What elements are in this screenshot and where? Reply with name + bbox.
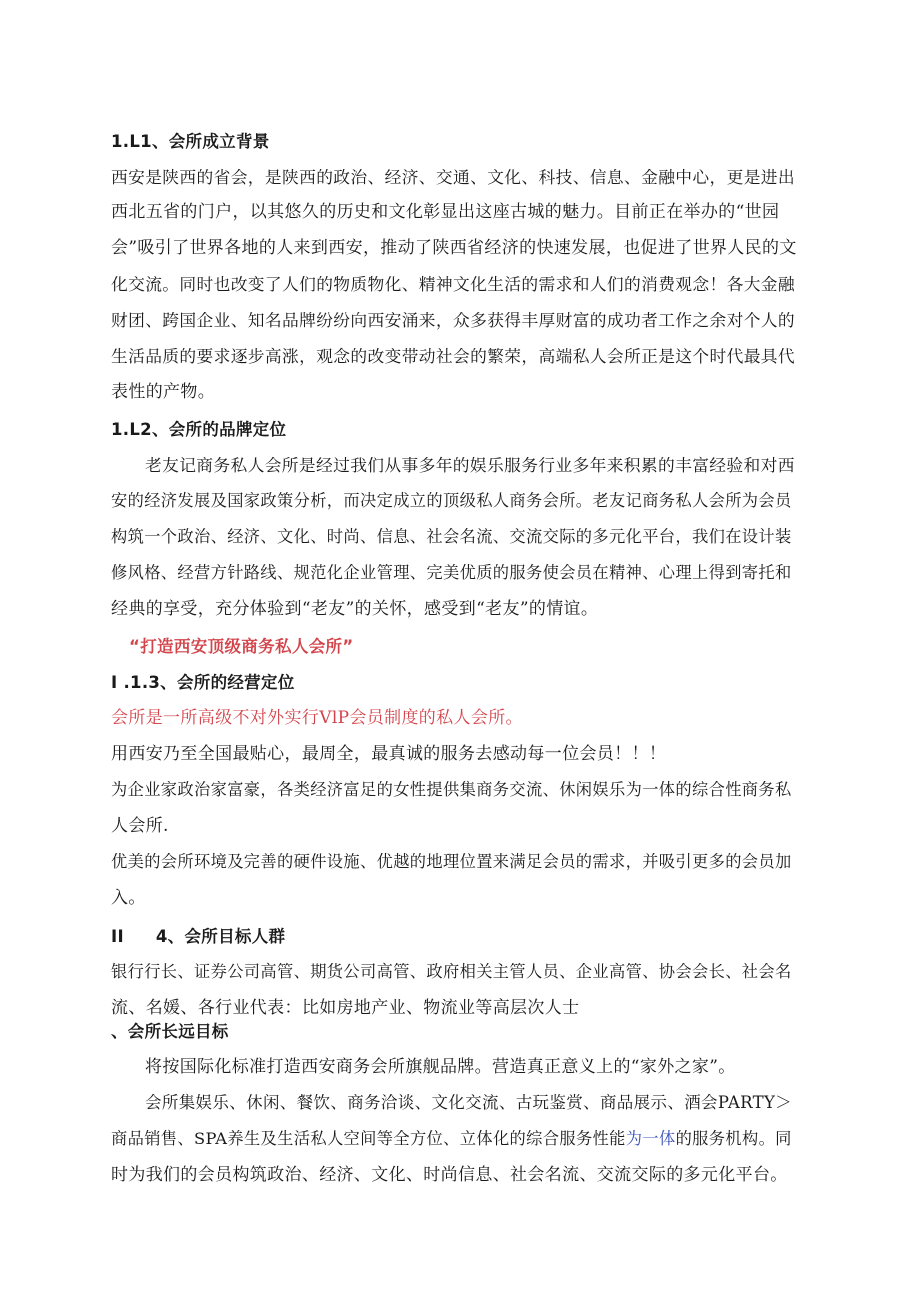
text-segment: 的服务机构。同 [675, 1129, 792, 1148]
paragraph-line: 为企业家政治家富豪，各类经济富足的女性提供集商务交流、休闲娱乐为一体的综合性商务私 [111, 780, 792, 799]
paragraph-line: 老友记商务私人会所是经过我们从事多年的娱乐服务行业多年来积累的丰富经验和对西 [145, 455, 795, 475]
paragraph-line: 入。 [111, 888, 146, 908]
paragraph-line: 表性的产物。 [111, 382, 216, 402]
paragraph-line: 用西安乃至全国最贴心，最周全，最真诚的服务去感动每一位会员！！！ [111, 744, 667, 764]
paragraph-line: 西北五省的门户，以其悠久的历史和文化彰显出这座古城的魅力。目前正在举办的“世园 [111, 202, 780, 222]
text-segment: 商品销售、SPA养生及生活私人空间等全方位、立体化的综合服务性能 [111, 1129, 626, 1148]
section-heading-goal: 、会所长远目标 [111, 1022, 229, 1041]
paragraph-line: 时为我们的会员构筑政治、经济、文化、时尚信息、社会名流、交流交际的多元化平台。 [111, 1165, 788, 1185]
paragraph-line: 优美的会所环境及完善的硬件设施、优越的地理位置来满足会员的需求，并吸引更多的会员加 [111, 852, 792, 871]
section-heading-background: 1.L1、会所成立背景 [111, 132, 270, 151]
paragraph-line [111, 1128, 792, 1150]
paragraph-line: 会”吸引了世界各地的人来到西安，推动了陕西省经济的快速发展，也促进了世界人民的文 [111, 238, 797, 258]
paragraph-line: 人会所. [111, 816, 169, 836]
paragraph-line: 构筑一个政治、经济、文化、时尚、信息、社会名流、交流交际的多元化平台，我们在设计装 [111, 527, 792, 546]
text-segment-highlight: 为一体 [625, 1129, 676, 1148]
paragraph-line: 将按国际化标准打造西安商务会所旗舰品牌。营造真正意义上的“家外之家”。 [145, 1057, 736, 1077]
section-heading-brand: 1.L2、会所的品牌定位 [111, 420, 287, 439]
paragraph-line: 银行行长、证券公司高管、期货公司高管、政府相关主管人员、企业高管、协会会长、社会名 [111, 962, 792, 981]
highlight-line: 会所是一所高级不对外实行VlP会员制度的私人会所。 [111, 708, 523, 728]
paragraph-line: 财团、跨国企业、知名品牌纷纷向西安涌来，众多获得丰厚财富的成功者工作之余对个人的 [111, 310, 796, 330]
paragraph-line: 化交流。同时也改变了人们的物质物化、精神文化生活的需求和人们的消费观念！各大金融 [111, 274, 796, 294]
paragraph-line: 西安是陕西的省会，是陕西的政治、经济、交通、文化、科技、信息、金融中心，更是进出 [111, 167, 796, 187]
paragraph-line: 生活品质的要求逐步高涨，观念的改变带动社会的繁荣，高端私人会所正是这个时代最具代 [111, 346, 796, 366]
paragraph-line: 修风格、经营方针路线、规范化企业管理、完美优质的服务使会员在精神、心理上得到寄托和 [111, 563, 792, 582]
heading-number: II [111, 927, 124, 946]
section-heading-target [111, 926, 285, 948]
section-heading-operation: I .1.3、会所的经营定位 [111, 673, 295, 692]
paragraph-line: 会所集娱乐、休闲、餐饮、商务洽谈、文化交流、古玩鉴赏、商品展示、酒会PARTY＞ [145, 1093, 793, 1112]
paragraph-line: 安的经济发展及国家政策分析，而决定成立的顶级私人商务会所。老友记商务私人会所为会员 [111, 491, 792, 510]
paragraph-line: 流、名媛、各行业代表：比如房地产业、物流业等高层次人士 [111, 998, 580, 1018]
slogan: “打造西安顶级商务私人会所” [129, 637, 354, 656]
paragraph-line: 经典的享受，充分体验到“老友”的关怀，感受到“老友”的情谊。 [111, 599, 599, 619]
heading-text: 4、会所目标人群 [155, 927, 286, 946]
